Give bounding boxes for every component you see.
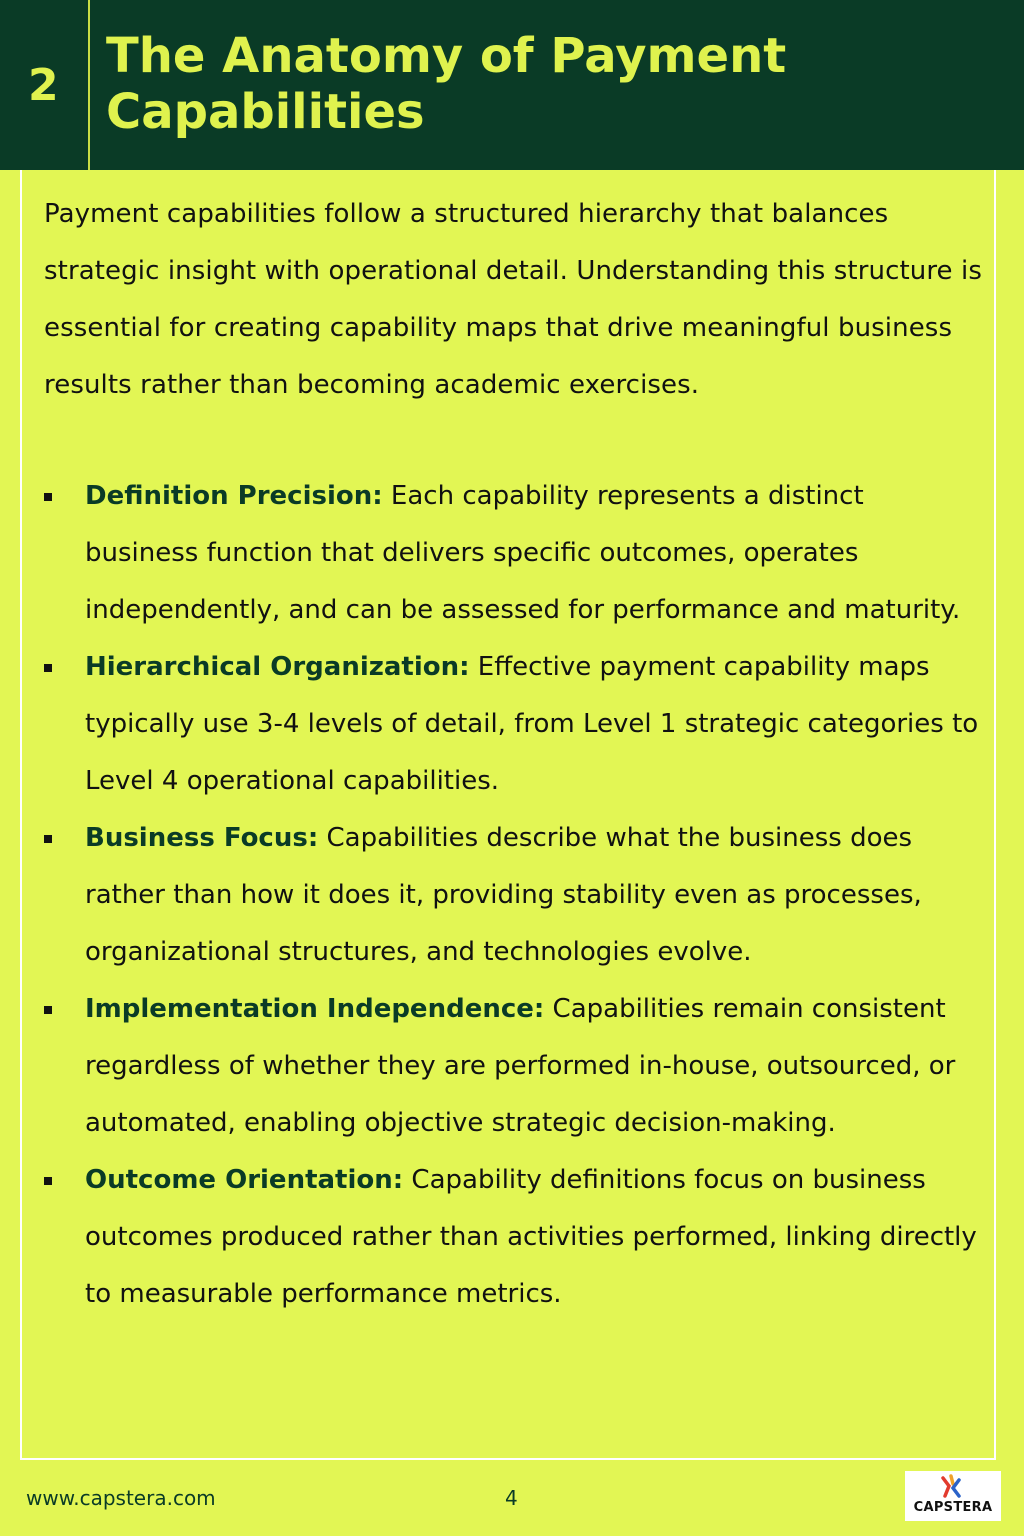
- square-bullet-icon: [44, 493, 52, 501]
- bullet-text: Capabilities describe what the business does rather than how it does it, providing stability even as processes, organizational structures, and technologies evolve.: [85, 823, 922, 967]
- bullet-title: Outcome Orientation:: [85, 1165, 404, 1195]
- header-divider: [88, 0, 90, 170]
- square-bullet-icon: [44, 664, 52, 672]
- capstera-logo: [905, 1471, 1001, 1521]
- bullet-text: Capabilities remain consistent regardless of whether they are performed in-house, outsourced, or automated, enabling objective strategic decision-making.: [85, 994, 956, 1138]
- page-number: 4: [505, 1486, 518, 1510]
- bullet-list: [44, 468, 984, 1323]
- bullet-title: Definition Precision:: [85, 481, 383, 511]
- square-bullet-icon: [44, 1006, 52, 1014]
- bullet-outcome-orientation: [44, 1152, 984, 1323]
- bullet-text: Each capability represents a distinct business function that delivers specific outcomes, operates independently, and can be assessed for performance and maturity.: [85, 481, 961, 625]
- bullet-definition-precision: [44, 468, 984, 639]
- square-bullet-icon: [44, 835, 52, 843]
- bullet-text: Effective payment capability maps typically use 3-4 levels of detail, from Level 1 strategic categories to Level 4 operational capabilities.: [85, 652, 979, 796]
- bullet-title: Implementation Independence:: [85, 994, 545, 1024]
- section-number: 2: [28, 60, 59, 111]
- square-bullet-icon: [44, 1177, 52, 1185]
- bullet-implementation-independence: [44, 981, 984, 1152]
- footer-url[interactable]: www.capstera.com: [26, 1486, 216, 1510]
- bullet-hierarchical-organization: [44, 639, 984, 810]
- bullet-title: Hierarchical Organization:: [85, 652, 470, 682]
- intro-paragraph: Payment capabilities follow a structured hierarchy that balances strategic insight with operational detail. Understanding this structure is essential for creating capability maps that drive meaningful business results rather than becoming academic exercises.: [44, 199, 982, 400]
- header-banner: [0, 0, 1024, 170]
- page-title: The Anatomy of Payment Capabilities: [106, 28, 787, 140]
- bullet-business-focus: [44, 810, 984, 981]
- logo-wordmark: CAPSTERA: [913, 1500, 993, 1515]
- logo-mark-icon: [939, 1474, 967, 1500]
- bullet-title: Business Focus:: [85, 823, 319, 853]
- bullet-text: Capability definitions focus on business outcomes produced rather than activities performed, linking directly to measurable performance metrics.: [85, 1165, 977, 1309]
